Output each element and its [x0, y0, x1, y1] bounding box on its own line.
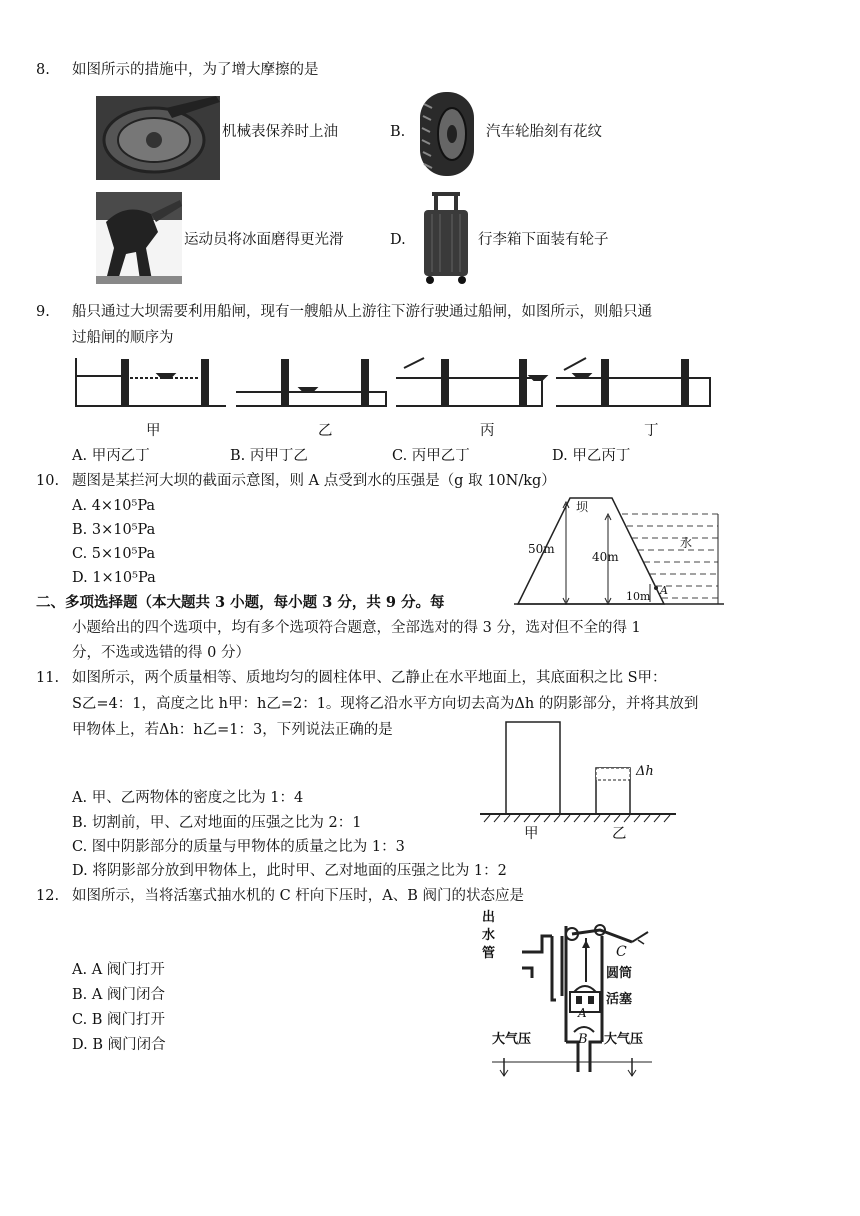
cylinder-jia-label: 甲 — [524, 826, 539, 842]
outlet-label-1: 出 — [482, 910, 496, 925]
outlet-label-3: 管 — [482, 946, 496, 961]
q10-option-b: B. 3×10⁵Pa — [72, 522, 156, 538]
cylinder-yi-label: 乙 — [612, 826, 627, 842]
q11-option-c: C. 图中阴影部分的质量与甲物体的质量之比为 1：3 — [72, 839, 405, 855]
q9-option-c: C. 丙甲乙丁 — [392, 448, 470, 464]
valve-b-label: B — [578, 1032, 588, 1047]
q10-option-d: D. 1×10⁵Pa — [72, 570, 156, 586]
valve-a-label: A — [578, 1006, 587, 1020]
q9-option-d: D. 甲乙丙丁 — [552, 448, 631, 464]
section2-line2: 小题给出的四个选项中，均有多个选项符合题意，全部选对的得 3 分，选对但不全的得 1 — [72, 620, 641, 636]
q9-option-a: A. 甲丙乙丁 — [72, 448, 150, 464]
q11-stem-line1: 如图所示，两个质量相等、质地均匀的圆柱体甲、乙静止在水平地面上，其底面积之比 S甲： — [72, 670, 667, 686]
rod-c-label: C — [616, 944, 627, 960]
q12-number: 12. — [36, 888, 60, 904]
ice-skater-photo — [96, 192, 182, 284]
q12-option-d: D. B 阀门闭合 — [72, 1037, 166, 1053]
q8-stem: 如图所示的措施中，为了增大摩擦的是 — [72, 62, 319, 78]
ship-lock-diagrams — [74, 348, 720, 412]
height-50m-label: 50m — [528, 542, 555, 556]
q8-option-b-label: B. — [390, 124, 406, 140]
q8-option-d-label: D. — [390, 232, 406, 248]
section2-title: 二、多项选择题（本大题共 3 小题，每小题 3 分，共 9 分。每 — [36, 594, 445, 611]
cylinder-label: 圆筒 — [606, 966, 633, 981]
q11-option-b: B. 切割前，甲、乙对地面的压强之比为 2：1 — [72, 815, 362, 831]
piston-label: 活塞 — [606, 992, 633, 1007]
dam-label: 坝 — [576, 500, 589, 514]
q9-fig-label-bing: 丙 — [480, 423, 495, 439]
q9-number: 9. — [36, 304, 50, 320]
piston-pump-diagram — [482, 912, 662, 1076]
q9-fig-label-jia: 甲 — [146, 423, 161, 439]
q10-option-a: A. 4×10⁵Pa — [72, 498, 156, 514]
tire-photo — [418, 90, 476, 178]
height-40m-label: 40m — [592, 550, 619, 564]
q12-stem: 如图所示，当将活塞式抽水机的 C 杆向下压时，A、B 阀门的状态应是 — [72, 888, 525, 904]
q11-option-a: A. 甲、乙两物体的密度之比为 1：4 — [72, 790, 304, 806]
point-a-label: A — [660, 584, 668, 597]
q9-stem-line2: 过船闸的顺序为 — [72, 330, 174, 346]
q11-stem-line2: S乙=4：1，高度之比 h甲：h乙=2：1。现将乙沿水平方向切去高为Δh 的阴影部分，并将其放到 — [72, 696, 699, 712]
q10-stem: 题图是某拦河大坝的截面示意图，则 A 点受到水的压强是（g 取 10N/kg） — [72, 473, 556, 489]
watch-oiling-photo — [96, 96, 220, 180]
q8-option-c-text: 运动员将冰面磨得更光滑 — [184, 232, 344, 248]
q8-option-b-text: 汽车轮胎刻有花纹 — [486, 124, 602, 140]
q9-stem-line1: 船只通过大坝需要利用船闸，现有一艘船从上游往下游行驶通过船闸，如图所示，则船只通 — [72, 304, 652, 320]
q9-option-b: B. 丙甲丁乙 — [230, 448, 308, 464]
q12-option-b: B. A 阀门闭合 — [72, 987, 165, 1003]
height-10m-label: 10m — [626, 590, 651, 603]
q8-option-d-text: 行李箱下面装有轮子 — [478, 232, 609, 248]
q10-option-c: C. 5×10⁵Pa — [72, 546, 156, 562]
q9-fig-label-yi: 乙 — [318, 423, 333, 439]
q8-option-a-text: 机械表保养时上油 — [222, 124, 338, 140]
q12-option-c: C. B 阀门打开 — [72, 1012, 166, 1028]
outlet-label-2: 水 — [482, 928, 496, 943]
q11-option-d: D. 将阴影部分放到甲物体上，此时甲、乙对地面的压强之比为 1：2 — [72, 863, 507, 879]
q9-fig-label-ding: 丁 — [644, 423, 659, 439]
q11-stem-line3: 甲物体上，若Δh：h乙=1：3，下列说法正确的是 — [72, 722, 393, 738]
water-label: 水 — [680, 536, 693, 550]
q10-number: 10. — [36, 473, 60, 489]
atm-pressure-right-label: 大气压 — [604, 1032, 644, 1047]
q8-number: 8. — [36, 62, 50, 78]
suitcase-photo — [420, 192, 472, 284]
section2-line3: 分，不选或选错的得 0 分） — [72, 645, 250, 661]
atm-pressure-left-label: 大气压 — [492, 1032, 532, 1047]
q11-number: 11. — [36, 670, 60, 686]
q12-option-a: A. A 阀门打开 — [72, 962, 165, 978]
delta-h-label: Δh — [636, 764, 654, 779]
